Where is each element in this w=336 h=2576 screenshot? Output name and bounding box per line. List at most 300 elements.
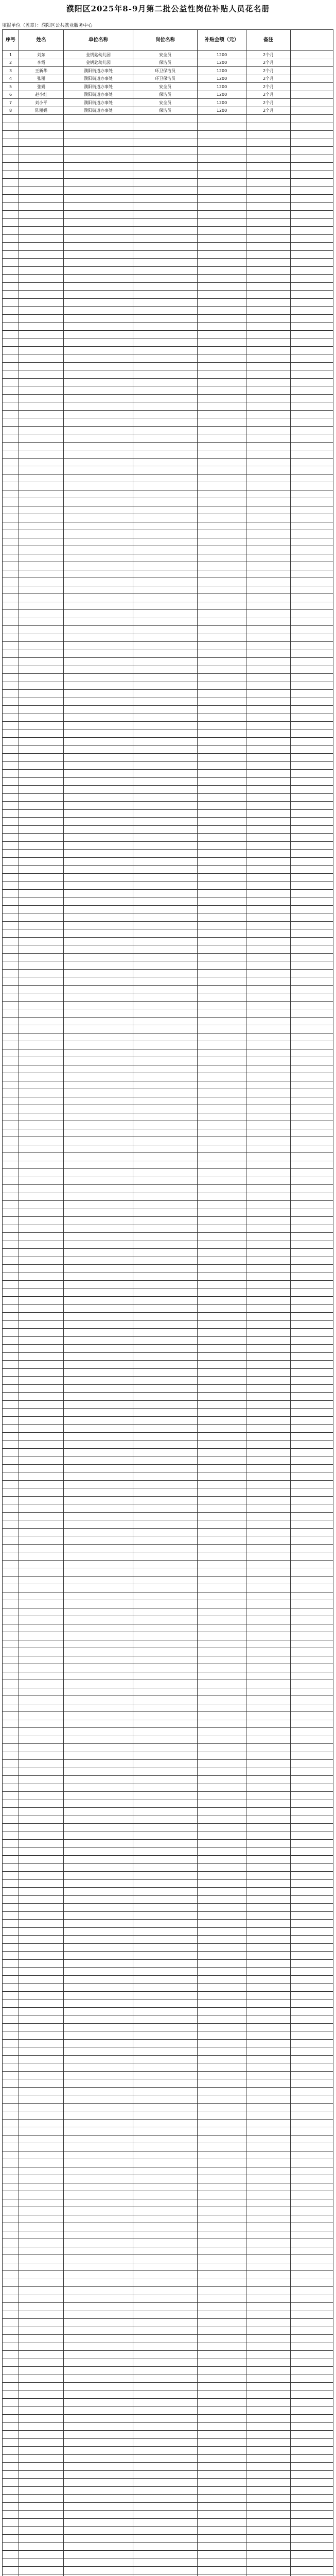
cell-amount bbox=[198, 2135, 246, 2143]
cell-employer bbox=[64, 1504, 133, 1513]
cell-employer bbox=[64, 626, 133, 634]
cell-name bbox=[19, 1720, 64, 1728]
cell-name bbox=[19, 2215, 64, 2223]
cell-amount bbox=[198, 354, 246, 363]
table-row bbox=[3, 2502, 333, 2511]
cell-index bbox=[3, 1081, 19, 1089]
table-row bbox=[3, 722, 333, 730]
cell-name bbox=[19, 1576, 64, 1584]
cell-blank bbox=[291, 1736, 333, 1744]
cell-name bbox=[19, 1416, 64, 1425]
cell-remark bbox=[246, 2087, 291, 2095]
cell-index bbox=[3, 554, 19, 562]
cell-blank bbox=[291, 1425, 333, 1433]
table-row bbox=[3, 99, 333, 107]
cell-position: 环卫保洁员 bbox=[133, 67, 198, 75]
cell-index bbox=[3, 1768, 19, 1776]
cell-amount bbox=[198, 2239, 246, 2247]
table-row bbox=[3, 1089, 333, 1097]
cell-blank bbox=[291, 402, 333, 411]
cell-index bbox=[3, 1456, 19, 1465]
cell-index bbox=[3, 1472, 19, 1481]
cell-name bbox=[19, 2263, 64, 2271]
cell-position bbox=[133, 386, 198, 395]
cell-employer bbox=[64, 730, 133, 738]
cell-remark bbox=[246, 2303, 291, 2311]
cell-position bbox=[133, 1089, 198, 1097]
cell-remark bbox=[246, 1936, 291, 1944]
cell-blank bbox=[291, 1520, 333, 1529]
cell-remark bbox=[246, 730, 291, 738]
cell-blank bbox=[291, 1193, 333, 1201]
cell-amount bbox=[198, 1025, 246, 1033]
cell-blank bbox=[291, 2207, 333, 2215]
cell-position bbox=[133, 1025, 198, 1033]
cell-remark bbox=[246, 227, 291, 235]
cell-amount bbox=[198, 1800, 246, 1808]
cell-employer bbox=[64, 2511, 133, 2519]
cell-name bbox=[19, 1265, 64, 1273]
cell-index bbox=[3, 2438, 19, 2447]
cell-index bbox=[3, 1760, 19, 1768]
table-row bbox=[3, 1001, 333, 1009]
cell-index bbox=[3, 2534, 19, 2543]
cell-position bbox=[133, 1185, 198, 1193]
cell-name bbox=[19, 1065, 64, 1073]
cell-amount bbox=[198, 307, 246, 315]
cell-name bbox=[19, 1456, 64, 1465]
cell-employer bbox=[64, 2327, 133, 2335]
cell-employer bbox=[64, 2175, 133, 2183]
cell-blank bbox=[291, 905, 333, 913]
cell-index bbox=[3, 1145, 19, 1153]
cell-remark bbox=[246, 586, 291, 594]
table-row bbox=[3, 929, 333, 938]
cell-position bbox=[133, 1121, 198, 1129]
cell-remark bbox=[246, 2175, 291, 2183]
cell-blank bbox=[291, 2247, 333, 2255]
cell-position bbox=[133, 2327, 198, 2335]
table-row bbox=[3, 825, 333, 834]
cell-amount bbox=[198, 570, 246, 578]
table-row bbox=[3, 1512, 333, 1520]
cell-amount bbox=[198, 730, 246, 738]
table-row bbox=[3, 1352, 333, 1361]
cell-amount bbox=[198, 1001, 246, 1009]
cell-employer bbox=[64, 1848, 133, 1856]
cell-remark bbox=[246, 1904, 291, 1912]
cell-remark bbox=[246, 538, 291, 546]
cell-index bbox=[3, 841, 19, 850]
cell-index bbox=[3, 2422, 19, 2431]
cell-position bbox=[133, 227, 198, 235]
cell-employer bbox=[64, 2502, 133, 2511]
cell-blank bbox=[291, 250, 333, 259]
cell-name: 王新华 bbox=[19, 67, 64, 75]
cell-amount bbox=[198, 850, 246, 858]
cell-remark: 2个月 bbox=[246, 67, 291, 75]
cell-amount bbox=[198, 2383, 246, 2391]
cell-amount bbox=[198, 1313, 246, 1321]
cell-remark bbox=[246, 953, 291, 961]
cell-remark bbox=[246, 1744, 291, 1752]
cell-blank bbox=[291, 2063, 333, 2072]
cell-blank bbox=[291, 131, 333, 139]
cell-employer bbox=[64, 650, 133, 658]
cell-remark bbox=[246, 1592, 291, 1600]
cell-index bbox=[3, 1528, 19, 1536]
cell-index bbox=[3, 761, 19, 770]
cell-name bbox=[19, 2103, 64, 2111]
cell-index bbox=[3, 1536, 19, 1545]
cell-remark bbox=[246, 698, 291, 706]
cell-employer bbox=[64, 514, 133, 522]
cell-position bbox=[133, 1760, 198, 1768]
cell-amount bbox=[198, 2406, 246, 2415]
cell-remark bbox=[246, 1440, 291, 1449]
cell-position bbox=[133, 937, 198, 945]
cell-position bbox=[133, 2527, 198, 2535]
cell-remark bbox=[246, 2071, 291, 2079]
cell-employer bbox=[64, 1720, 133, 1728]
cell-blank bbox=[291, 1121, 333, 1129]
table-row bbox=[3, 1600, 333, 1608]
table-row bbox=[3, 1313, 333, 1321]
cell-amount bbox=[198, 1201, 246, 1209]
cell-amount bbox=[198, 626, 246, 634]
cell-position bbox=[133, 2015, 198, 2024]
cell-position bbox=[133, 354, 198, 363]
cell-blank bbox=[291, 1752, 333, 1760]
cell-index bbox=[3, 1496, 19, 1504]
cell-employer bbox=[64, 1049, 133, 1057]
table-row bbox=[3, 323, 333, 331]
cell-remark bbox=[246, 1984, 291, 1992]
cell-blank bbox=[291, 298, 333, 307]
cell-position bbox=[133, 2311, 198, 2319]
cell-name bbox=[19, 889, 64, 897]
cell-employer bbox=[64, 1241, 133, 1249]
cell-amount bbox=[198, 450, 246, 459]
cell-remark bbox=[246, 2566, 291, 2574]
cell-index bbox=[3, 2047, 19, 2056]
cell-remark bbox=[246, 1680, 291, 1688]
table-row bbox=[3, 314, 333, 323]
page-title: 濮阳区2025年8-9月第二批公益性岗位补贴人员花名册 bbox=[66, 4, 270, 13]
cell-position bbox=[133, 450, 198, 459]
cell-index: 8 bbox=[3, 107, 19, 115]
table-row bbox=[3, 1584, 333, 1592]
cell-employer bbox=[64, 2543, 133, 2551]
cell-name bbox=[19, 1560, 64, 1568]
table-row bbox=[3, 977, 333, 986]
cell-blank bbox=[291, 1480, 333, 1488]
cell-index bbox=[3, 969, 19, 977]
cell-name bbox=[19, 818, 64, 826]
table-row bbox=[3, 2207, 333, 2215]
cell-amount bbox=[198, 1816, 246, 1824]
cell-position bbox=[133, 706, 198, 714]
cell-blank bbox=[291, 1608, 333, 1616]
cell-blank bbox=[291, 1895, 333, 1904]
cell-employer bbox=[64, 2079, 133, 2088]
cell-name bbox=[19, 2223, 64, 2231]
cell-amount bbox=[198, 1624, 246, 1632]
cell-employer bbox=[64, 1225, 133, 1233]
cell-blank bbox=[291, 594, 333, 602]
table-row bbox=[3, 961, 333, 970]
table-row bbox=[3, 2438, 333, 2447]
cell-amount bbox=[198, 777, 246, 786]
cell-amount bbox=[198, 2422, 246, 2431]
table-row bbox=[3, 2415, 333, 2423]
cell-blank bbox=[291, 259, 333, 267]
cell-index bbox=[3, 1920, 19, 1928]
cell-position bbox=[133, 1033, 198, 1041]
table-row bbox=[3, 1384, 333, 1393]
cell-amount bbox=[198, 1656, 246, 1664]
table-row bbox=[3, 1121, 333, 1129]
cell-remark bbox=[246, 1201, 291, 1209]
cell-index bbox=[3, 115, 19, 123]
cell-blank bbox=[291, 323, 333, 331]
cell-index bbox=[3, 1233, 19, 1241]
cell-name bbox=[19, 1425, 64, 1433]
cell-remark bbox=[246, 1720, 291, 1728]
cell-index bbox=[3, 1377, 19, 1385]
cell-name bbox=[19, 1736, 64, 1744]
cell-employer bbox=[64, 1704, 133, 1712]
cell-amount bbox=[198, 155, 246, 163]
cell-position bbox=[133, 282, 198, 291]
cell-remark bbox=[246, 2534, 291, 2543]
cell-amount bbox=[198, 1952, 246, 1960]
cell-index bbox=[3, 1249, 19, 1257]
cell-employer bbox=[64, 1984, 133, 1992]
table-row bbox=[3, 362, 333, 370]
cell-blank bbox=[291, 2399, 333, 2407]
cell-amount bbox=[198, 1592, 246, 1600]
cell-employer bbox=[64, 330, 133, 338]
cell-position bbox=[133, 1129, 198, 1137]
table-row bbox=[3, 985, 333, 993]
cell-remark bbox=[246, 1584, 291, 1592]
cell-remark bbox=[246, 1952, 291, 1960]
cell-index bbox=[3, 1848, 19, 1856]
cell-position bbox=[133, 770, 198, 778]
cell-index bbox=[3, 1680, 19, 1688]
cell-index bbox=[3, 802, 19, 810]
cell-blank bbox=[291, 1936, 333, 1944]
cell-position bbox=[133, 123, 198, 131]
table-row bbox=[3, 195, 333, 203]
cell-name bbox=[19, 2343, 64, 2351]
cell-amount bbox=[198, 386, 246, 395]
cell-position bbox=[133, 2391, 198, 2399]
cell-amount: 1200 bbox=[198, 91, 246, 99]
cell-remark bbox=[246, 1249, 291, 1257]
cell-amount bbox=[198, 1911, 246, 1920]
cell-employer bbox=[64, 1520, 133, 1529]
cell-index bbox=[3, 442, 19, 450]
cell-index bbox=[3, 1384, 19, 1393]
cell-position bbox=[133, 841, 198, 850]
cell-name bbox=[19, 1640, 64, 1648]
cell-amount bbox=[198, 834, 246, 842]
cell-index bbox=[3, 1425, 19, 1433]
cell-blank bbox=[291, 1361, 333, 1369]
cell-position bbox=[133, 1728, 198, 1736]
cell-employer bbox=[64, 1065, 133, 1073]
cell-blank bbox=[291, 921, 333, 929]
cell-blank bbox=[291, 211, 333, 219]
cell-index bbox=[3, 362, 19, 370]
cell-remark bbox=[246, 1608, 291, 1616]
cell-employer bbox=[64, 426, 133, 434]
cell-position bbox=[133, 2359, 198, 2367]
cell-position bbox=[133, 2511, 198, 2519]
cell-employer bbox=[64, 1105, 133, 1113]
cell-index bbox=[3, 1281, 19, 1289]
table-row bbox=[3, 1968, 333, 1976]
cell-index bbox=[3, 953, 19, 961]
table-row bbox=[3, 1648, 333, 1656]
cell-position bbox=[133, 1744, 198, 1752]
cell-position bbox=[133, 2367, 198, 2375]
cell-employer bbox=[64, 314, 133, 323]
table-row bbox=[3, 905, 333, 913]
cell-index bbox=[3, 2479, 19, 2487]
table-row bbox=[3, 2518, 333, 2527]
cell-name bbox=[19, 1129, 64, 1137]
cell-index bbox=[3, 698, 19, 706]
cell-index bbox=[3, 314, 19, 323]
cell-position bbox=[133, 1816, 198, 1824]
cell-amount bbox=[198, 1097, 246, 1105]
table-row bbox=[3, 1848, 333, 1856]
cell-amount bbox=[198, 370, 246, 379]
cell-remark bbox=[246, 147, 291, 155]
cell-blank bbox=[291, 378, 333, 386]
cell-name bbox=[19, 666, 64, 674]
cell-position bbox=[133, 2295, 198, 2303]
cell-remark bbox=[246, 1448, 291, 1456]
table-row bbox=[3, 466, 333, 474]
cell-index bbox=[3, 1464, 19, 1472]
table-row bbox=[3, 402, 333, 411]
cell-amount bbox=[198, 1049, 246, 1057]
cell-employer bbox=[64, 2479, 133, 2487]
cell-employer bbox=[64, 2447, 133, 2455]
cell-remark bbox=[246, 2247, 291, 2255]
table-row bbox=[3, 2343, 333, 2351]
cell-amount bbox=[198, 2231, 246, 2239]
cell-employer bbox=[64, 2167, 133, 2175]
cell-position bbox=[133, 825, 198, 834]
cell-remark: 2个月 bbox=[246, 99, 291, 107]
table-row bbox=[3, 1425, 333, 1433]
cell-position bbox=[133, 1975, 198, 1984]
cell-employer bbox=[64, 1879, 133, 1888]
table-row bbox=[3, 250, 333, 259]
cell-blank bbox=[291, 2343, 333, 2351]
cell-name bbox=[19, 841, 64, 850]
cell-remark bbox=[246, 929, 291, 938]
table-row bbox=[3, 1097, 333, 1105]
cell-name bbox=[19, 474, 64, 482]
cell-name bbox=[19, 2470, 64, 2479]
cell-position bbox=[133, 722, 198, 730]
cell-amount bbox=[198, 945, 246, 954]
table-row bbox=[3, 2191, 333, 2199]
cell-name bbox=[19, 2415, 64, 2423]
header-index: 序号 bbox=[3, 30, 19, 51]
cell-position bbox=[133, 882, 198, 890]
table-row bbox=[3, 818, 333, 826]
cell-index bbox=[3, 1153, 19, 1161]
cell-remark bbox=[246, 2223, 291, 2231]
table-row bbox=[3, 155, 333, 163]
cell-blank bbox=[291, 2287, 333, 2295]
header-name: 姓名 bbox=[19, 30, 64, 51]
cell-remark bbox=[246, 1129, 291, 1137]
cell-name bbox=[19, 2431, 64, 2439]
cell-index bbox=[3, 1304, 19, 1313]
cell-blank bbox=[291, 1448, 333, 1456]
cell-blank bbox=[291, 51, 333, 59]
cell-blank bbox=[291, 658, 333, 666]
cell-index bbox=[3, 777, 19, 786]
cell-position bbox=[133, 458, 198, 466]
cell-position bbox=[133, 1840, 198, 1848]
cell-position bbox=[133, 266, 198, 275]
cell-employer bbox=[64, 745, 133, 754]
cell-employer bbox=[64, 602, 133, 610]
cell-blank bbox=[291, 2351, 333, 2359]
cell-remark bbox=[246, 1808, 291, 1816]
cell-name bbox=[19, 802, 64, 810]
cell-blank bbox=[291, 1289, 333, 1297]
cell-name bbox=[19, 570, 64, 578]
cell-employer bbox=[64, 1257, 133, 1265]
cell-position bbox=[133, 2335, 198, 2343]
cell-blank bbox=[291, 2502, 333, 2511]
cell-blank bbox=[291, 506, 333, 514]
cell-employer: 濮阳街道办事处 bbox=[64, 83, 133, 91]
table-row bbox=[3, 2183, 333, 2191]
cell-index bbox=[3, 1824, 19, 1832]
cell-employer bbox=[64, 1009, 133, 1018]
cell-name bbox=[19, 418, 64, 427]
table-row bbox=[3, 1576, 333, 1584]
cell-name bbox=[19, 2359, 64, 2367]
cell-position bbox=[133, 410, 198, 418]
cell-amount bbox=[198, 1432, 246, 1440]
cell-remark bbox=[246, 1081, 291, 1089]
cell-blank bbox=[291, 2087, 333, 2095]
cell-name bbox=[19, 1895, 64, 1904]
cell-remark bbox=[246, 761, 291, 770]
cell-remark bbox=[246, 2143, 291, 2151]
cell-blank bbox=[291, 1496, 333, 1504]
table-row bbox=[3, 131, 333, 139]
cell-blank bbox=[291, 1768, 333, 1776]
cell-name bbox=[19, 2207, 64, 2215]
table-row bbox=[3, 1185, 333, 1193]
cell-employer bbox=[64, 961, 133, 970]
cell-position bbox=[133, 921, 198, 929]
cell-name bbox=[19, 1544, 64, 1552]
